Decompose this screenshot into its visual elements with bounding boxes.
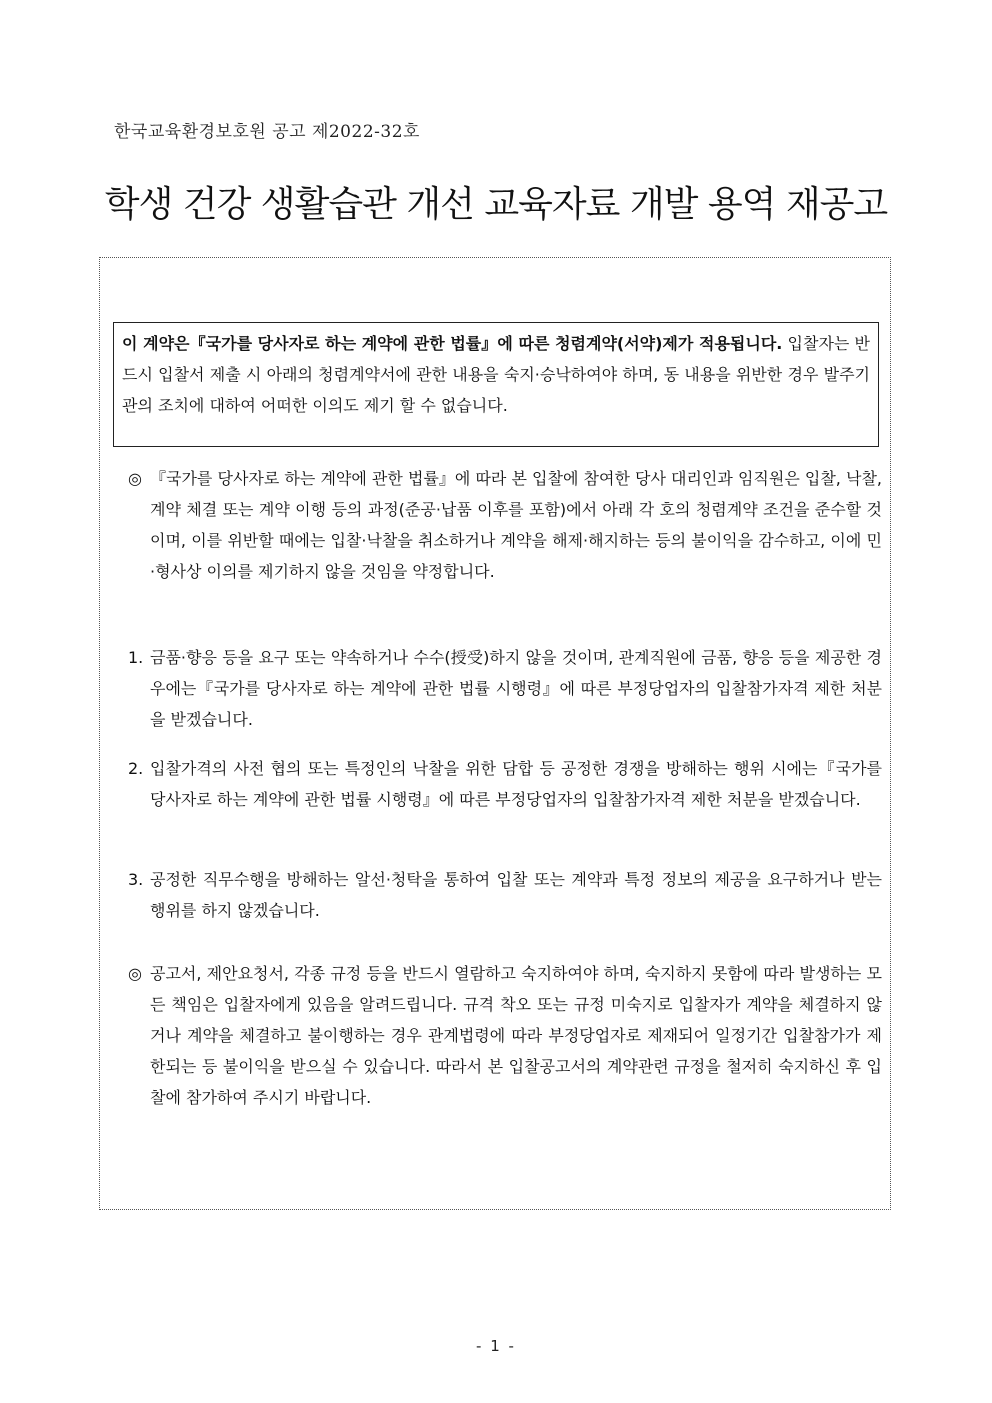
- integrity-notice-box: [113, 322, 879, 447]
- page-number: - 1 -: [476, 1337, 516, 1355]
- list-item-number: 2.: [128, 759, 144, 778]
- intro-text: 『국가를 당사자로 하는 계약에 관한 법률』에 따라 본 입찰에 참여한 당사 대리인과 임직원은 입찰, 낙찰, 계약 체결 또는 계약 이행 등의 과정(준공·납품 이후를 포함)에서 아래 각 호의 청렴계약 조건을 준수할 것이며, 이를 위반할 때에는 입찰·낙찰을 취소하거나 계약을 해제·해지하는 등의 불이익을 감수하고, 이에 민·형사상 이의를 제기하지 않을 것임을 약정합니다.: [150, 469, 882, 581]
- list-item: [128, 864, 882, 926]
- page-title: 학생 건강 생활습관 개선 교육자료 개발 용역 재공고: [104, 184, 888, 225]
- list-item-text: 공정한 직무수행을 방해하는 알선·청탁을 통하여 입찰 또는 계약과 특정 정보의 제공을 요구하거나 받는 행위를 하지 않겠습니다.: [150, 870, 882, 920]
- integrity-notice-bold: 이 계약은『국가를 당사자로 하는 계약에 관한 법률』에 따른 청렴계약(서약)제가 적용됩니다.: [122, 334, 783, 353]
- closing-paragraph: [128, 958, 882, 1113]
- list-item-text: 입찰가격의 사전 협의 또는 특정인의 낙찰을 위한 담합 등 공정한 경쟁을 방해하는 행위 시에는『국가를 당사자로 하는 계약에 관한 법률 시행령』에 따른 부정당업자의 입찰참가자격 제한 처분을 받겠습니다.: [150, 759, 882, 809]
- list-item-number: 3.: [128, 870, 144, 889]
- list-item-number: 1.: [128, 648, 144, 667]
- intro-paragraph: [128, 463, 882, 587]
- list-item: [128, 753, 882, 815]
- list-item-text: 금품·향응 등을 요구 또는 약속하거나 수수(授受)하지 않을 것이며, 관계직원에 금품, 향응 등을 제공한 경우에는『국가를 당사자로 하는 계약에 관한 법률 시행령』에 따른 부정당업자의 입찰참가자격 제한 처분을 받겠습니다.: [150, 648, 882, 729]
- double-circle-icon: ◎: [128, 469, 142, 488]
- double-circle-icon: ◎: [128, 964, 142, 983]
- integrity-notice-text: 입찰자는 반드시 입찰서 제출 시 아래의 청렴계약서에 관한 내용을 숙지·승낙하여야 하며, 동 내용을 위반한 경우 발주기관의 조치에 대하여 어떠한 이의도 제기 할 수 없습니다.: [122, 334, 870, 415]
- list-item: [128, 642, 882, 735]
- closing-text: 공고서, 제안요청서, 각종 규정 등을 반드시 열람하고 숙지하여야 하며, 숙지하지 못함에 따라 발생하는 모든 책임은 입찰자에게 있음을 알려드립니다. 규격 착오 또는 규정 미숙지로 입찰자가 계약을 체결하지 않거나 계약을 체결하고 불이행하는 경우 관계법령에 따라 부정당업자로 제재되어 일정기간 입찰참가가 제한되는 등 불이익을 받으실 수 있습니다. 따라서 본 입찰공고서의 계약관련 규정을 철저히 숙지하신 후 입찰에 참가하여 주시기 바랍니다.: [150, 964, 882, 1107]
- notice-number: 한국교육환경보호원 공고 제2022-32호: [114, 122, 420, 142]
